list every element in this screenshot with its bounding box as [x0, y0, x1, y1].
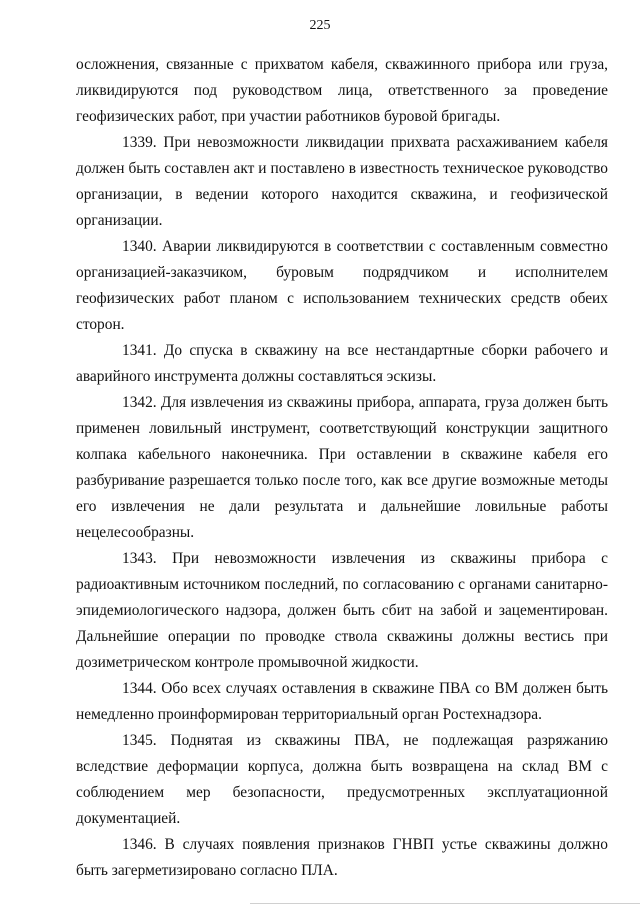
paragraph-1342: 1342. Для извлечения из скважины прибора, аппарата, груза должен быть применен ловильный инструмент, соответствующий конструкции защитного колпака кабельного наконечника. При оставлении в скважине кабеля его разбуривание разрешается только после того, как все другие возможные методы его извлечения не дали результата и дальнейшие ловильные работы нецелесообразны.: [76, 394, 608, 541]
paragraph-1346: 1346. В случаях появления признаков ГНВП устье скважины должно быть загерметизировано согласно ПЛА.: [76, 836, 608, 879]
paragraph-1339: 1339. При невозможности ликвидации прихвата расхаживанием кабеля должен быть составлен акт и поставлено в известность техническое руководство организации, в ведении которого находится скважина, и геофизической организации.: [76, 134, 608, 229]
document-body: [76, 52, 608, 884]
paragraph-1344: 1344. Обо всех случаях оставления в скважине ПВА со ВМ должен быть немедленно проинформирован территориальный орган Ростехнадзора.: [76, 680, 608, 723]
page-number: 225: [309, 18, 331, 33]
paragraph-1340: 1340. Аварии ликвидируются в соответствии с составленным совместно организацией-заказчиком, буровым подрядчиком и исполнителем геофизических работ планом с использованием технических средств обеих сторон.: [76, 238, 608, 333]
paragraph-1341: 1341. До спуска в скважину на все нестандартные сборки рабочего и аварийного инструмента должны составляться эскизы.: [76, 342, 608, 385]
paragraph-1343: 1343. При невозможности извлечения из скважины прибора с радиоактивным источником последний, по согласованию с органами санитарно-эпидемиологического надзора, должен быть сбит на забой и зацементирован. Дальнейшие операции по проводке ствола скважины должны вестись при дозиметрическом контроле промывочной жидкости.: [76, 550, 608, 671]
page-bottom-edge: [250, 903, 640, 904]
paragraph-1345: 1345. Поднятая из скважины ПВА, не подлежащая разряжанию вследствие деформации корпуса, должна быть возвращена на склад ВМ с соблюдением мер безопасности, предусмотренных эксплуатационной документацией.: [76, 732, 608, 827]
paragraph-continuation: осложнения, связанные с прихватом кабеля, скважинного прибора или груза, ликвидируются под руководством лица, ответственного за проведение геофизических работ, при участии работников буровой бригады.: [76, 56, 608, 125]
